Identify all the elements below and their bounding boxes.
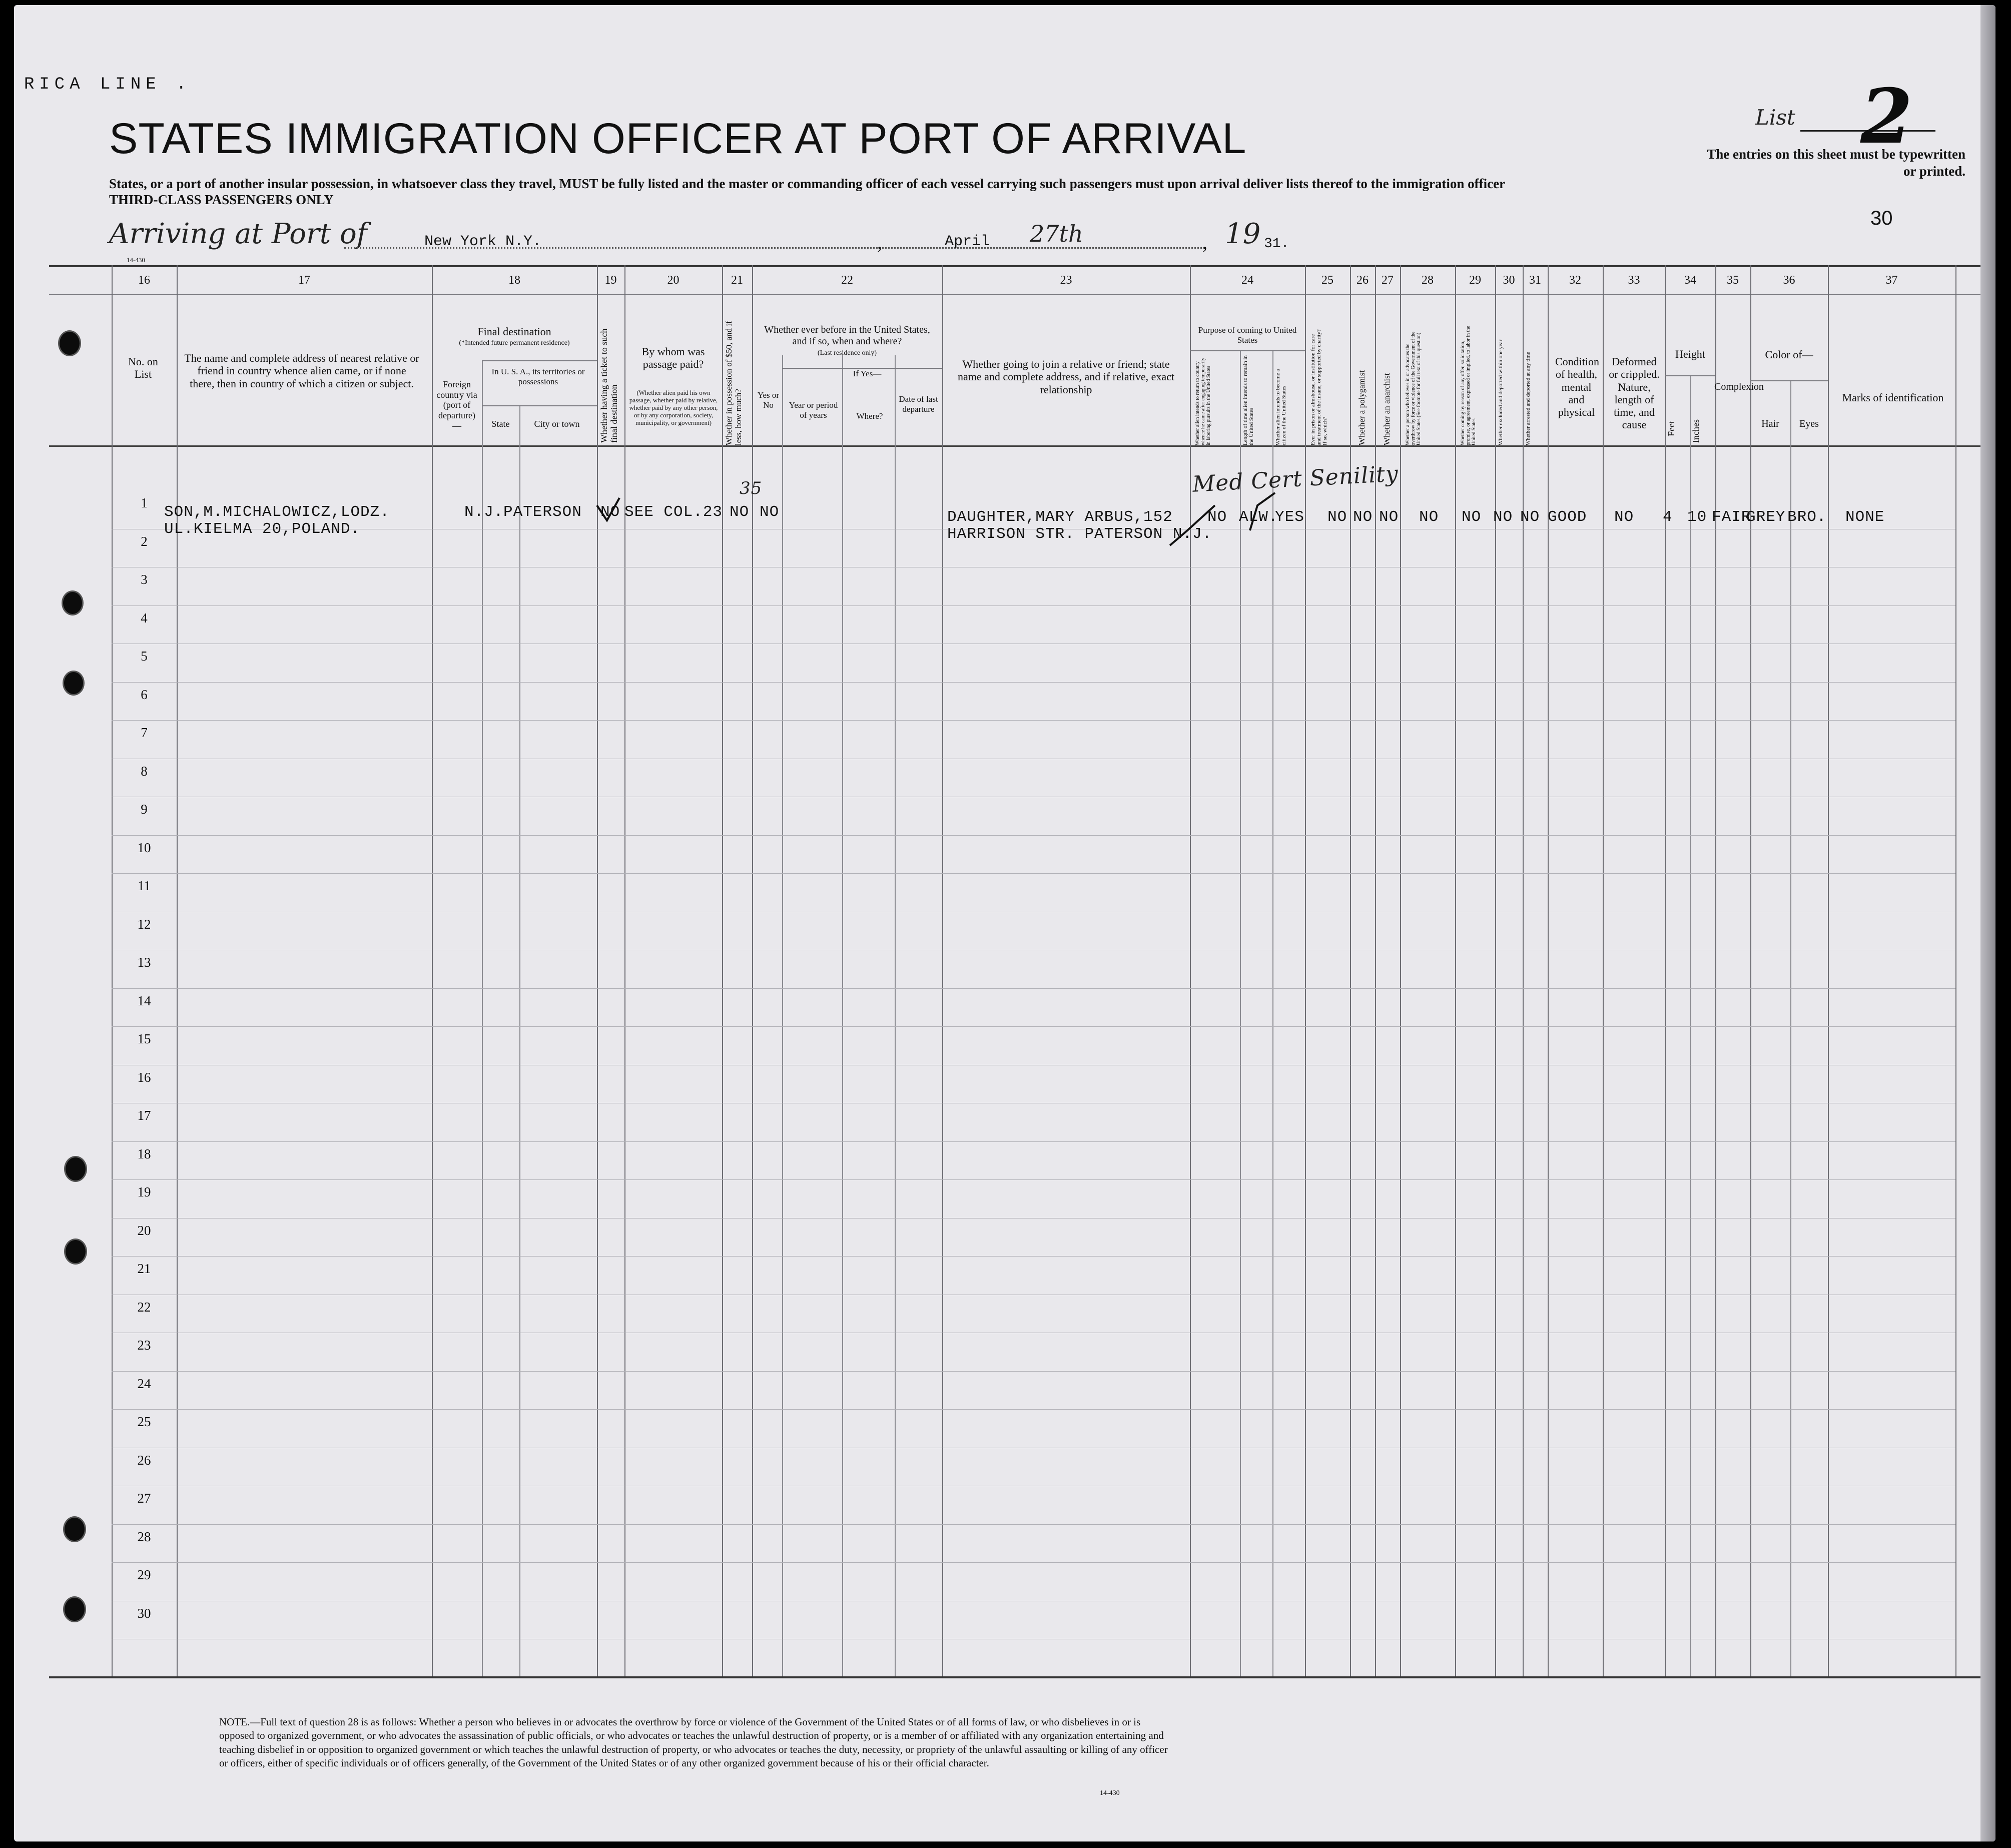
row-number: 13 [137, 955, 151, 970]
arriving-label: Arriving at Port of [109, 218, 367, 250]
relative-line2: UL.KIELMA 20,POLAND. [164, 520, 361, 538]
join-line2: HARRISON STR. PATERSON N.J. [947, 525, 1212, 543]
hdr-passage-paid: By whom was passage paid? [641, 345, 705, 371]
hdr-city: City or town [534, 419, 580, 429]
row-number: 15 [137, 1031, 151, 1046]
row-number: 12 [137, 916, 151, 932]
comma: , [877, 231, 882, 253]
arrested-value: NO [1520, 508, 1540, 526]
row-number: 22 [137, 1299, 151, 1315]
hdr-purpose-citizen: Whether alien intends to become a citizen of the United States [1275, 369, 1287, 445]
colnum-28: 28 [1422, 274, 1434, 287]
dest-state: N.J. [464, 503, 504, 521]
hdr-yes-no: Yes or No [757, 390, 780, 410]
colnum-36: 36 [1783, 274, 1795, 287]
hdr-if-yes: If Yes— [853, 369, 882, 378]
page-subtitle: States, or a port of another insular possession, in whatsoever class they travel, MUST be fully listed and the master or commanding officer of each vessel carrying such passengers must upon arrival deliver lists thereof to the immigration officer [109, 176, 1506, 191]
binder-hole [62, 590, 84, 615]
row-number: 18 [137, 1146, 151, 1161]
binder-hole [64, 1239, 87, 1265]
passage-value: SEE COL.23 [624, 503, 723, 521]
row-rule [112, 605, 1955, 606]
row-number: 5 [141, 649, 148, 664]
deformed-value: NO [1614, 508, 1634, 526]
hdr-polygamist: Whether a polygamist [1357, 370, 1367, 445]
colnum-32: 32 [1569, 274, 1581, 287]
hdr-inches: Inches [1691, 419, 1701, 443]
row-rule [112, 1524, 1955, 1525]
colnum-37: 37 [1885, 274, 1898, 287]
hdr-passage-note: (Whether alien paid his own passage, whether paid by relative, whether paid by any other person, or by any corporation, society, municipality, or government) [629, 389, 718, 426]
table-bottom-rule [49, 1676, 1985, 1678]
colnum-24: 24 [1241, 274, 1253, 287]
month-value: April [945, 233, 990, 250]
row-number: 17 [137, 1108, 151, 1123]
hdr-marks: Marks of identification [1842, 391, 1944, 404]
sheet-number: 30 [1870, 207, 1893, 229]
subcolumn-rule [1790, 380, 1791, 1676]
row-number: 4 [141, 610, 148, 626]
footnote [219, 1715, 1175, 1770]
row-number: 1 [141, 495, 148, 510]
hdr-no-on-list: No. on List [128, 355, 158, 381]
hdr-excluded: Whether excluded and deported within one year [1498, 339, 1504, 445]
hdr-purpose: Purpose of coming to United States [1198, 325, 1297, 345]
row-rule [112, 1141, 1955, 1142]
dest-city: PATERSON [503, 503, 582, 521]
length-stay-value: ALW. [1239, 508, 1278, 526]
row-number: 29 [137, 1567, 151, 1582]
colnum-31: 31 [1529, 274, 1541, 287]
binder-hole [64, 1156, 87, 1182]
row-number: 24 [137, 1376, 151, 1391]
list-label: List [1755, 105, 1795, 130]
row-rule [112, 1026, 1955, 1027]
page-title: STATES IMMIGRATION OFFICER AT PORT OF ARRIVAL [109, 115, 1247, 163]
colnum-19: 19 [604, 274, 617, 287]
row-rule [112, 1562, 1955, 1563]
hdr-hair: Hair [1761, 418, 1779, 429]
colnum-25: 25 [1321, 274, 1333, 287]
hdr-ever-before: Whether ever before in the United States, and if so, when and where? [764, 324, 930, 347]
hdr-period: Year or period of years [789, 400, 838, 420]
colnum-16: 16 [138, 274, 150, 287]
row-number: 2 [141, 533, 148, 549]
hdr-foreign-country: Foreign country via (port of departure)— [436, 379, 477, 431]
eyes-value: BRO. [1787, 508, 1827, 526]
row-number: 20 [137, 1222, 151, 1238]
hdr-in-usa: In U. S. A., its territories or possessions [491, 367, 585, 386]
colnum-21: 21 [731, 274, 743, 287]
hdr-feet: Feet [1666, 421, 1676, 436]
row-rule [112, 1371, 1955, 1372]
hdr-where: Where? [856, 411, 883, 421]
row-number: 19 [137, 1184, 151, 1199]
day-value: 27th [1030, 220, 1083, 247]
colnum-26: 26 [1357, 274, 1369, 287]
colnum-20: 20 [667, 274, 680, 287]
complexion-value: FAIR [1712, 508, 1751, 526]
row-number: 3 [141, 572, 148, 587]
hdr-state: State [491, 419, 510, 429]
hdr-final-destination: Final destination [477, 325, 551, 338]
row-number: 7 [141, 725, 148, 740]
inches-value: 10 [1687, 508, 1707, 526]
prison-value: NO [1327, 508, 1348, 526]
passenger-class: THIRD-CLASS PASSENGERS ONLY [109, 192, 334, 207]
footnote-label: NOTE.— [219, 1716, 261, 1728]
ever-before-value: NO [760, 503, 780, 521]
money-value: NO [730, 503, 750, 521]
hdr-relative: The name and complete address of nearest relative or friend in country whence alien came, or if none there, then in country of which a citizen or subject. [184, 352, 419, 390]
relative-line1: SON,M.MICHALOWICZ,LODZ. [164, 503, 390, 521]
health-value: GOOD [1548, 508, 1587, 526]
colnum-33: 33 [1628, 274, 1640, 287]
hdr-color-of: Color of— [1765, 348, 1813, 361]
colnum-29: 29 [1469, 274, 1481, 287]
row-number: 21 [137, 1261, 151, 1276]
feet-value: 4 [1663, 508, 1673, 526]
row-number: 9 [141, 802, 148, 817]
list-note: The entries on this sheet must be typewritten or printed. [1707, 147, 1965, 179]
row-rule [112, 1409, 1955, 1410]
hdr-date-departure: Date of last departure [899, 394, 938, 414]
row-rule [112, 835, 1955, 836]
row-rule [112, 682, 1955, 683]
colnum-30: 30 [1503, 274, 1515, 287]
hdr-arrested: Whether arrested and deported at any time [1525, 352, 1531, 445]
hdr-anarchist: Whether an anarchist [1382, 373, 1392, 445]
hdr-money: Whether in possession of $50, and if less, how much? [724, 321, 743, 445]
hdr-final-note: (*Intended future permanent residence) [459, 339, 570, 347]
row-number: 16 [137, 1069, 151, 1085]
citizen-value: YES [1275, 508, 1304, 526]
row-number: 14 [137, 993, 151, 1008]
hdr-complexion: Complexion [1714, 381, 1764, 392]
marks-value: NONE [1845, 508, 1885, 526]
hdr-purpose-length: Length of time alien intends to remain in the United States [1242, 355, 1255, 445]
line-name: RICA LINE . [24, 75, 192, 94]
row-rule [112, 988, 1955, 989]
purpose-return-value: NO [1207, 508, 1227, 526]
money-annotation: 35 [740, 478, 763, 498]
overthrow-value: NO [1419, 508, 1439, 526]
binder-hole [63, 671, 85, 696]
colnum-23: 23 [1060, 274, 1072, 287]
subcolumn-rule [482, 360, 483, 1676]
polygamist-value: NO [1353, 508, 1373, 526]
colnum-22: 22 [841, 274, 853, 287]
row-rule [112, 873, 1955, 874]
colnum-35: 35 [1727, 274, 1739, 287]
hdr-height: Height [1675, 348, 1705, 360]
row-number: 27 [137, 1491, 151, 1506]
row-number: 11 [138, 878, 151, 893]
hdr-join-relative: Whether going to join a relative or friend; state name and complete address, and if relative, exact relationship [957, 358, 1175, 396]
subcolumn-rule [1690, 375, 1691, 1676]
colnum-34: 34 [1684, 274, 1696, 287]
hdr-overthrow: Whether a person who believes in or advocates the overthrow by force or violence of the Government of the United States (See footnote for full text of this question) [1405, 331, 1422, 445]
form-code: 14-430 [127, 256, 145, 264]
row-number: 26 [137, 1452, 151, 1468]
excluded-value: NO [1493, 508, 1513, 526]
binder-hole [63, 1596, 86, 1622]
port-value: New York N.Y. [424, 233, 542, 250]
year-suffix: 31. [1264, 236, 1289, 252]
anarchist-value: NO [1379, 508, 1399, 526]
binder-hole [63, 1516, 86, 1542]
year-prefix: 19 [1225, 218, 1261, 250]
manifest-sheet [14, 5, 1995, 1841]
page-edge [1980, 5, 1995, 1841]
hdr-purpose-return: Whether alien intends to return to country whence he came after engaging temporarily in laboring pursuits in the United States [1195, 357, 1211, 445]
row-number: 6 [141, 687, 148, 702]
hdr-labor-offer: Whether coming by reason of any offer, solicitation, promise, or agreement, expressed or implied, to labor in the United States [1460, 326, 1477, 445]
hdr-health: Condition of health, mental and physical [1555, 355, 1600, 419]
hdr-eyes: Eyes [1799, 418, 1819, 429]
row-number: 23 [137, 1338, 151, 1353]
row-rule [112, 1256, 1955, 1257]
row-number: 28 [137, 1529, 151, 1544]
row-number: 25 [137, 1414, 151, 1429]
row-number: 8 [141, 763, 148, 779]
hdr-last-residence: (Last residence only) [817, 349, 877, 357]
list-number: 2 [1860, 73, 1913, 161]
labor-offer-value: NO [1462, 508, 1482, 526]
ticket-value: NO [600, 503, 620, 521]
colnum-18: 18 [508, 274, 520, 287]
comma: , [1202, 231, 1207, 253]
hair-value: GREY [1746, 508, 1786, 526]
handwritten-note: Med Cert Senility [1191, 461, 1399, 497]
row-number: 30 [137, 1605, 151, 1621]
pen-marks [14, 5, 1995, 555]
colnum-27: 27 [1382, 274, 1394, 287]
colnum-17: 17 [298, 274, 310, 287]
hdr-prison: Ever in prison or almshouse, or institution for care and treatment of the insane, or supported by charity? If so, which? [1310, 329, 1328, 445]
hdr-deformed: Deformed or crippled. Nature, length of time, and cause [1609, 355, 1660, 431]
footnote-code: 14-430 [1100, 1789, 1120, 1797]
row-rule [112, 1179, 1955, 1180]
join-line1: DAUGHTER,MARY ARBUS,152 [947, 508, 1173, 526]
row-rule [112, 720, 1955, 721]
row-number: 10 [137, 840, 151, 855]
hdr-ticket: Whether having a ticket to such final destination [599, 328, 619, 443]
footnote-text: Full text of question 28 is as follows: Whether a person who believes in or advocates the overthrow by force or violence of the Government of the United States or of all forms of law, or who disbelieves in or is opposed to organized government, or who advocates the assassination of public officials, or who advocates or teaches the unlawful destruction of property, or is a member of or affiliated with any organization entertaining and teaching disbelief in or opposition to organized government or which teaches the unlawful destruction of property, or who advocates or teaches the duty, necessity, or propriety of the unlawful assaulting or killing of any officer or officers, either of specific individuals or of officers generally, of the Government of the United States or of any other organized government because of his or their official character. [219, 1716, 1168, 1769]
